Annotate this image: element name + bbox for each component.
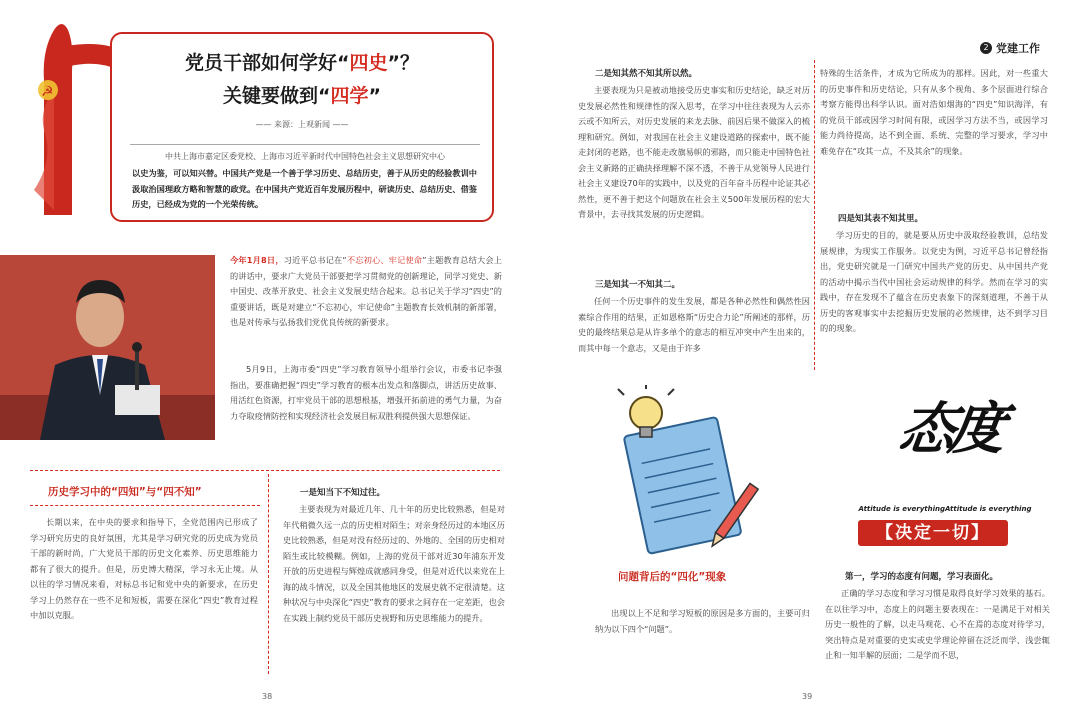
column-divider-right bbox=[814, 60, 815, 370]
page-number-right: 39 bbox=[802, 692, 813, 701]
point-two-body: 主要表现为只是被动地接受历史事实和历史结论，缺乏对历史发展必然性和规律性的深入思考，在学习中往往表现为人云亦云或不知所云，对历史发展的来龙去脉、前因后果不做深入的梳理和研究。例如，对我国在社会主义建设道路的探索中，既不能走封闭的老路，也不能走改旗易帜的邪路，而只能走中国特色社会主义新路的正确抉择理解不深不透，不善于从党领导人民进行社会主义建设70年的实践中，以及党的百年奋斗历程中论证其必然性，更不善于把这个问题放在社会主义500年发展历程的宏大背景中，去寻找其发展的历史逻辑。 bbox=[578, 85, 810, 219]
article-lead: 以史为鉴，可以知兴替。中国共产党是一个善于学习历史、总结历史，善于从历史的经验教训中汲取治国理政方略和智慧的政党。在中国共产党近百年发展历程中，研读历史、总结历史、借鉴历史，已经成为党的一个光荣传统。 bbox=[132, 168, 477, 209]
page-number-left: 38 bbox=[262, 692, 273, 701]
section-body-right: 出现以上不足和学习短板的原因是多方面的，主要可归纳为以下四个“问题”。 bbox=[595, 608, 810, 634]
article-title-line2: 关键要做到“四学” bbox=[222, 85, 381, 107]
section-tag bbox=[980, 37, 1040, 56]
point-four-body: 学习历史的目的，就是要从历史中汲取经验教训，总结发展规律，为现实工作服务。以党史为例，习近平总书记曾经指出，党史研究就是一门研究中国共产党的历史、从中国共产党的活动中揭示当代中国社会运动规律的科学。然而在学习的实践中，存在发现不了蕴含在历史表象下的深刻道理，不善于从历史的客观事实中去挖掘历史发展的必然规律，达不到学习目的的现象。 bbox=[820, 230, 1048, 333]
right-page bbox=[540, 0, 1080, 720]
article-title-line1: 党员干部如何学好“四史”？ bbox=[184, 52, 419, 74]
section-body-left: 长期以来，在中央的要求和指导下，全党范围内已形成了学习研究历史的良好氛围，尤其是学习研究党的历史成为党员干部的新时尚，广大党员干部的历史文化素养、历史思维能力都有了很大的提升。但是，历史博大精深，学习永无止境。从以往的学习情况来看，对标总书记和党中央的新要求，在历史学习上仍然存在一些不足和短板，需要在深化“四史”教育过程中加以克服。 bbox=[30, 517, 258, 620]
section-underline bbox=[30, 505, 260, 506]
intro-paragraph-1: 今年1月8日，习近平总书记在“不忘初心、牢记使命”主题教育总结大会上的讲话中，要求广大党员干部要把学习贯彻党的创新理论，同学习党史、新中国史、改革开放史、社会主义发展史结合起来。总书记关于学习“四史”的重要讲话，既是对建立“不忘初心，牢记使命”主题教育长效机制的新部署，也是对传承与弘扬我们党优良传统的新要求。 bbox=[230, 255, 502, 327]
intro-paragraph-2: 5月9日，上海市委“四史”学习教育领导小组举行会议，市委书记李强指出，要准确把握“四史”学习教育的根本出发点和落脚点，讲活历史故事、用活红色资源，打牢党员干部的思想根基，增强开拓前进的勇气力量，为奋力夺取疫情防控和实现经济社会发展目标双胜利提供强大思想保证。 bbox=[230, 364, 502, 421]
section-title-four-knows: 历史学习中的“四知”与“四不知” bbox=[48, 486, 202, 498]
section-title-four-changes: 问题背后的“四化”现象 bbox=[618, 571, 727, 583]
point-three-body: 任何一个历史事件的发生发展，都是各种必然性和偶然性因素综合作用的结果，正如恩格斯“历史合力论”所阐述的那样，历史的最终结果总是从许多单个的意志的相互冲突中产生出来的，而其中每一个意志，又是由于许多 bbox=[578, 296, 810, 353]
leader-speech-photo bbox=[0, 255, 215, 440]
point-two-heading: 二是知其然不知其所以然。 bbox=[595, 69, 698, 79]
column-divider bbox=[268, 474, 269, 674]
section-divider bbox=[30, 470, 500, 471]
point-one-body: 主要表现为对最近几年、几十年的历史比较熟悉，但是对年代稍微久远一点的历史相对陌生；对亲身经历过的本地区历史比较熟悉，但是对没有经历过的、外地的、全国的历史相对陌生或比较模糊。例如，上海的党员干部对近30年浦东开发开放的历史进程与辉煌成就感同身受，但是对近代以来党在上海的战斗情况，以及全国其他地区的发展史就不定很清楚。这种状况与中央深化“四史”教育的要求之间存在一定差距，也会在实践上制约党员干部历史视野和历史思维能力的提升。 bbox=[283, 504, 505, 623]
point-four-heading: 四是知其表不知其里。 bbox=[838, 214, 924, 224]
tag-number-badge: 2 bbox=[980, 42, 992, 54]
decide-everything-banner: 【决定一切】 bbox=[858, 520, 1008, 546]
svg-text:☭: ☭ bbox=[41, 84, 54, 100]
article-author: 中共上海市嘉定区委党校、上海市习近平新时代中国特色社会主义思想研究中心 bbox=[130, 144, 480, 162]
notebook-lightbulb-icon bbox=[604, 385, 764, 555]
article-source: —— 来源：上观新闻 —— bbox=[255, 120, 349, 129]
point-three-continued: 特殊的生活条件，才成为它所成为的那样。因此，对一些重大的历史事件和历史结论，只有从多个视角、多个层面进行综合考察方能得出科学认识。面对浩如烟海的“四史”知识海洋，有的党员干部或因学习时间有限，或因学习方法不当，或因学习能力尚待提高，达不到全面、系统、完整的学习要求，学习中难免存在“攻其一点，不及其余”的现象。 bbox=[820, 68, 1048, 156]
first-reason-body: 正确的学习态度和学习习惯是取得良好学习效果的基石。在以往学习中，态度上的问题主要表现在：一是满足于对相关历史一般性的了解，以走马观花、心不在焉的态度对待学习，突出特点是对重要的史实或史学理论停留在泛泛而学、浅尝辄止和一知半解的层面；二是学而不思， bbox=[825, 588, 1050, 660]
tag-label: 党建工作 bbox=[996, 42, 1040, 55]
attitude-calligraphy: 态度 bbox=[894, 396, 1005, 462]
title-box bbox=[110, 32, 494, 222]
first-reason-heading: 第一，学习的态度有问题，学习表面化。 bbox=[845, 572, 999, 582]
attitude-subtitle: Attitude is everythingAttitude is everything bbox=[858, 505, 1032, 513]
point-three-heading: 三是知其一不知其二。 bbox=[595, 280, 681, 290]
point-one-heading: 一是知当下不知过往。 bbox=[300, 488, 386, 498]
